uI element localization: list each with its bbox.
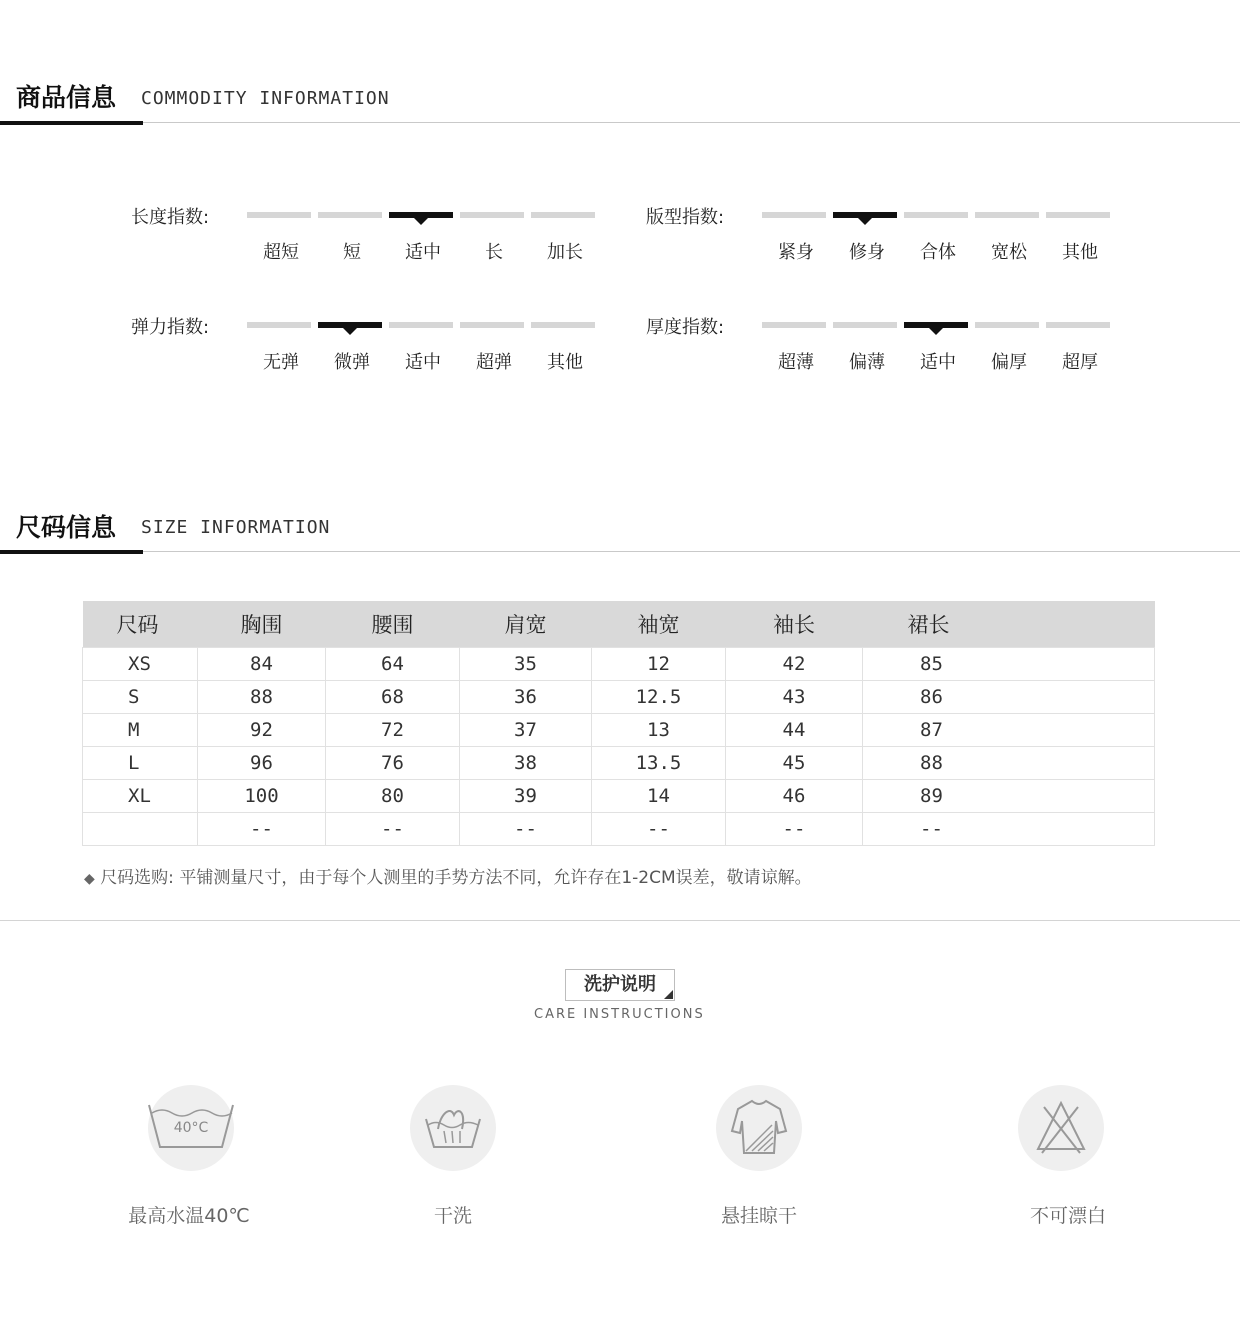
header-sleeve-width: 袖宽	[592, 601, 726, 648]
care-title-cn: 洗护说明	[584, 974, 656, 995]
length-gauge-segment	[318, 212, 382, 218]
elasticity-index-label: 弹力指数:	[131, 317, 210, 338]
table-cell: 88	[198, 681, 326, 714]
size-divider	[0, 551, 1240, 552]
fit-gauge-segment	[1046, 212, 1110, 218]
fit-gauge-option: 其他	[1062, 242, 1098, 263]
fit-gauge-segment	[975, 212, 1039, 218]
table-cell: --	[726, 813, 863, 846]
length-gauge-segment	[531, 212, 595, 218]
commodity-divider-accent	[0, 121, 143, 125]
wash-temp-text: 40°C	[173, 1120, 209, 1136]
elasticity-gauge-segment	[531, 322, 595, 328]
length-gauge-option: 加长	[547, 242, 583, 263]
elasticity-gauge-option: 适中	[405, 352, 441, 373]
table-cell: 44	[726, 714, 863, 747]
length-gauge-option: 长	[485, 242, 503, 263]
care-label-dry-clean: 干洗	[433, 1205, 472, 1227]
table-cell: --	[863, 813, 1155, 846]
thickness-gauge-option: 超厚	[1062, 352, 1098, 373]
no-bleach-icon	[1018, 1085, 1104, 1171]
elasticity-gauge-segment	[460, 322, 524, 328]
table-cell: 92	[198, 714, 326, 747]
table-cell: 37	[460, 714, 592, 747]
table-cell: 38	[460, 747, 592, 780]
elasticity-gauge-segment	[247, 322, 311, 328]
elasticity-gauge-option: 其他	[547, 352, 583, 373]
length-gauge-option: 短	[343, 242, 361, 263]
header-waist: 腰围	[326, 601, 460, 648]
table-cell: --	[326, 813, 460, 846]
table-cell: 88	[863, 747, 1155, 780]
fit-gauge-segment	[904, 212, 968, 218]
dry-clean-icon	[410, 1085, 496, 1171]
header-bust: 胸围	[198, 601, 326, 648]
thickness-gauge-option: 适中	[920, 352, 956, 373]
care-title-box	[565, 969, 675, 1001]
care-label-no-bleach: 不可漂白	[1029, 1205, 1106, 1227]
fit-gauge-segment	[833, 212, 897, 218]
table-row	[83, 648, 1155, 681]
note-bullet-icon: ◆	[84, 871, 95, 887]
commodity-title-en: COMMODITY INFORMATION	[141, 88, 390, 109]
length-gauge-option: 超短	[263, 242, 299, 263]
thickness-gauge-option: 偏厚	[991, 352, 1027, 373]
table-cell: 76	[326, 747, 460, 780]
table-cell: 84	[198, 648, 326, 681]
size-table-header	[83, 601, 1155, 648]
elasticity-gauge-segment	[389, 322, 453, 328]
table-cell: 45	[726, 747, 863, 780]
thickness-gauge-segment	[904, 322, 968, 328]
fit-index-label: 版型指数:	[646, 207, 725, 228]
length-gauge-segment	[460, 212, 524, 218]
table-cell: 80	[326, 780, 460, 813]
table-cell: 35	[460, 648, 592, 681]
table-cell: --	[592, 813, 726, 846]
table-cell: 68	[326, 681, 460, 714]
table-cell: 42	[726, 648, 863, 681]
note-text: 尺码选购: 平铺测量尺寸，由于每个人测里的手势方法不同，允许存在1-2CM误差，敬请谅解。	[100, 868, 812, 888]
table-cell: L	[83, 747, 198, 780]
length-gauge-segment	[247, 212, 311, 218]
table-cell: 12.5	[592, 681, 726, 714]
elasticity-gauge-option: 微弹	[334, 352, 370, 373]
thickness-gauge-segment	[1046, 322, 1110, 328]
table-cell: M	[83, 714, 198, 747]
table-cell: 46	[726, 780, 863, 813]
table-cell: XS	[83, 648, 198, 681]
commodity-divider	[0, 122, 1240, 123]
size-note	[84, 863, 812, 888]
thickness-gauge-segment	[975, 322, 1039, 328]
length-gauge-segment	[389, 212, 453, 218]
table-cell: 13	[592, 714, 726, 747]
table-cell: 43	[726, 681, 863, 714]
table-row	[83, 681, 1155, 714]
elasticity-gauge-option: 无弹	[263, 352, 299, 373]
care-title-corner-icon	[664, 990, 673, 999]
hang-dry-icon	[716, 1085, 802, 1171]
header-skirt-length: 裙长	[863, 601, 1155, 648]
table-cell: --	[460, 813, 592, 846]
table-cell: 14	[592, 780, 726, 813]
size-title-en: SIZE INFORMATION	[141, 517, 331, 538]
fit-gauge-option: 合体	[920, 242, 956, 263]
table-cell: 85	[863, 648, 1155, 681]
commodity-title-cn: 商品信息	[16, 83, 117, 112]
thickness-gauge-option: 偏薄	[849, 352, 885, 373]
thickness-gauge-segment	[833, 322, 897, 328]
table-cell: 36	[460, 681, 592, 714]
table-cell: 86	[863, 681, 1155, 714]
fit-gauge-option: 修身	[849, 242, 885, 263]
table-cell: 39	[460, 780, 592, 813]
table-row	[83, 747, 1155, 780]
table-cell: 13.5	[592, 747, 726, 780]
table-cell: 87	[863, 714, 1155, 747]
care-label-hang-dry: 悬挂晾干	[720, 1205, 797, 1227]
thickness-gauge-segment	[762, 322, 826, 328]
table-cell: 72	[326, 714, 460, 747]
table-cell: 100	[198, 780, 326, 813]
table-cell: S	[83, 681, 198, 714]
care-title-en: CARE INSTRUCTIONS	[534, 1007, 705, 1022]
table-row	[83, 780, 1155, 813]
table-cell: XL	[83, 780, 198, 813]
table-cell: 64	[326, 648, 460, 681]
table-row	[83, 813, 1155, 846]
header-sleeve-length: 袖长	[726, 601, 863, 648]
header-size: 尺码	[83, 601, 198, 648]
size-title-cn: 尺码信息	[16, 513, 117, 542]
thickness-index-label: 厚度指数:	[646, 317, 725, 338]
fit-gauge-option: 宽松	[991, 242, 1027, 263]
table-cell: 12	[592, 648, 726, 681]
length-index-label: 长度指数:	[131, 207, 210, 228]
care-divider	[0, 920, 1240, 921]
thickness-gauge-option: 超薄	[778, 352, 814, 373]
fit-gauge-option: 紧身	[778, 242, 814, 263]
table-row	[83, 714, 1155, 747]
care-label-wash: 最高水温40℃	[128, 1205, 250, 1227]
length-gauge-option: 适中	[405, 242, 441, 263]
table-cell	[83, 813, 198, 846]
table-cell: 89	[863, 780, 1155, 813]
wash-40-icon	[148, 1085, 234, 1171]
elasticity-gauge-segment	[318, 322, 382, 328]
table-cell: --	[198, 813, 326, 846]
header-shoulder: 肩宽	[460, 601, 592, 648]
size-divider-accent	[0, 550, 143, 554]
size-table	[82, 601, 1155, 846]
elasticity-gauge-option: 超弹	[476, 352, 512, 373]
fit-gauge-segment	[762, 212, 826, 218]
table-cell: 96	[198, 747, 326, 780]
